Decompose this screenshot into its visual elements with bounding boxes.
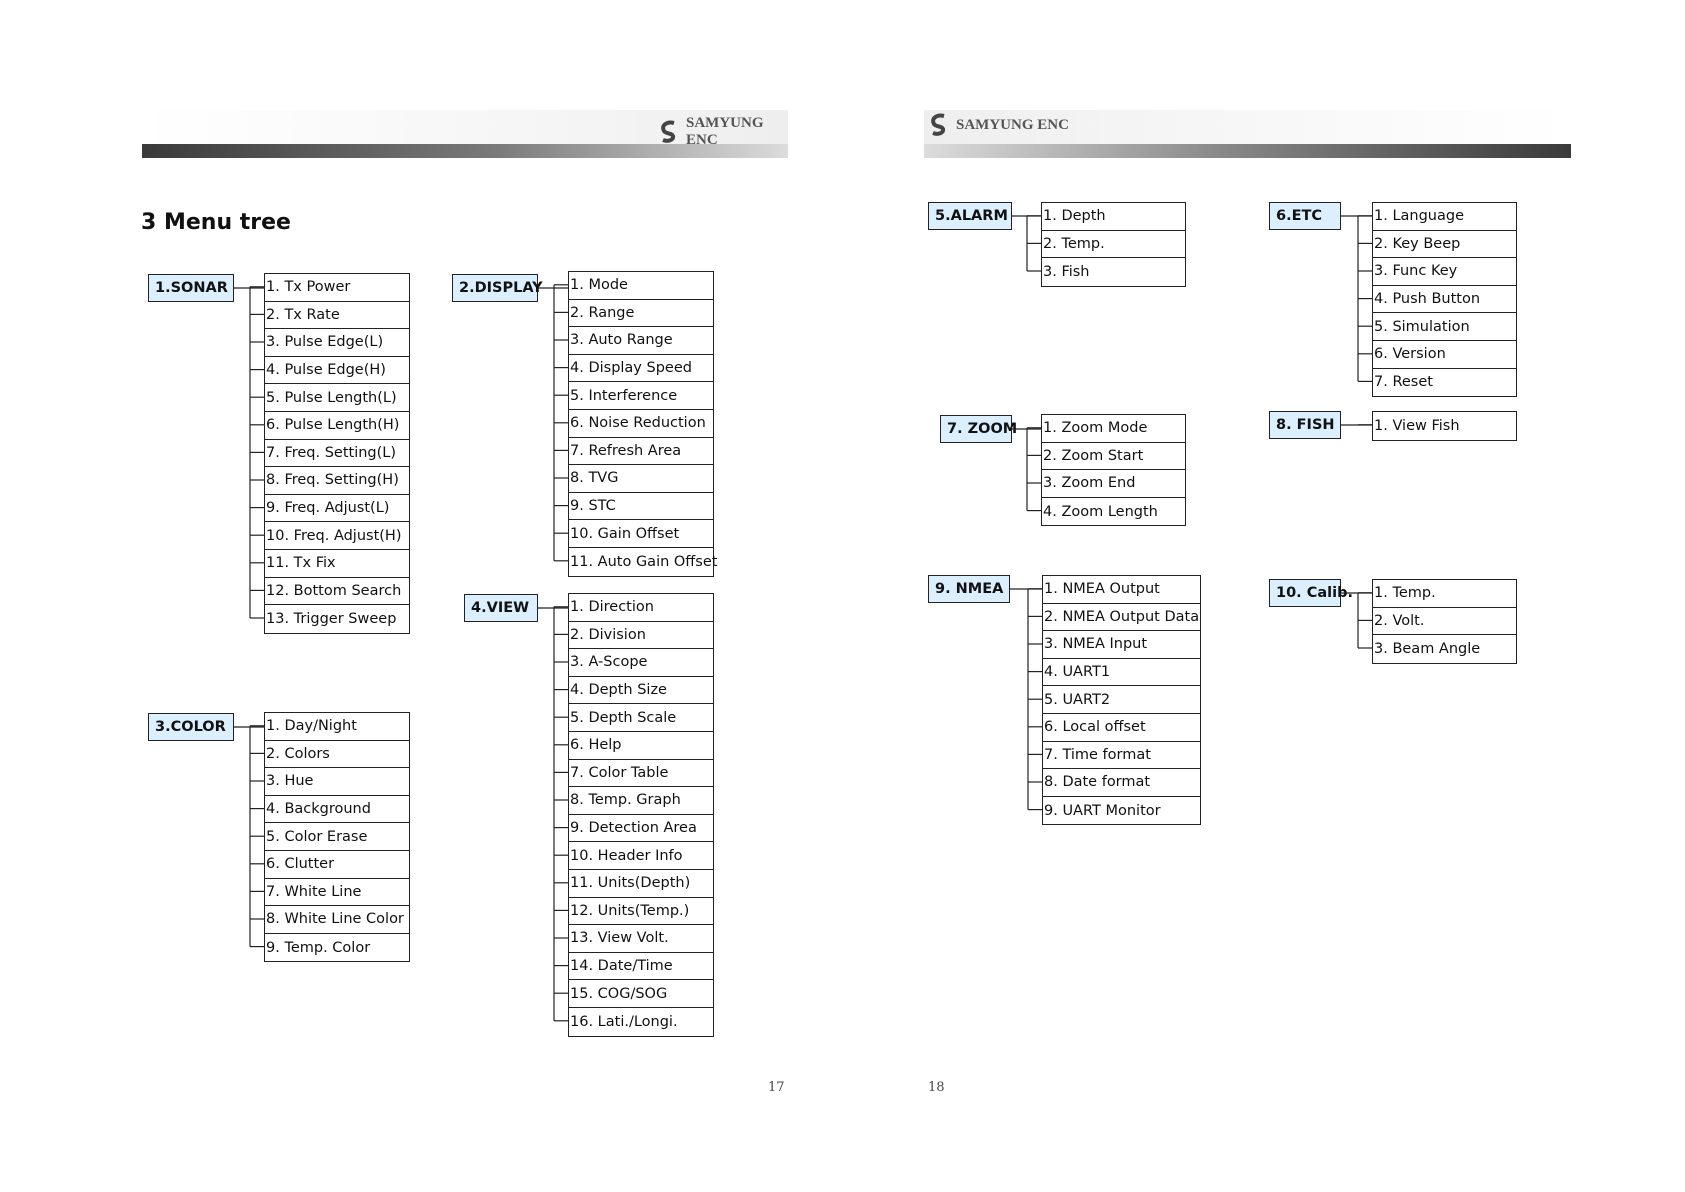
right-header-band	[924, 110, 1571, 160]
menu-item: 1. Temp.	[1373, 580, 1516, 608]
menu-group-label-etc: 6.ETC	[1269, 202, 1341, 230]
menu-item: 4. Display Speed	[569, 355, 713, 383]
menu-item: 2. Colors	[265, 741, 409, 769]
menu-item: 11. Tx Fix	[265, 550, 409, 578]
menu-item: 6. Local offset	[1043, 714, 1200, 742]
menu-item: 1. View Fish	[1374, 417, 1460, 434]
menu-item: 3. Beam Angle	[1374, 640, 1481, 657]
menu-item: 2. Zoom Start	[1042, 443, 1185, 471]
menu-item: 12. Units(Temp.)	[569, 898, 713, 926]
menu-item: 4. Background	[265, 796, 409, 824]
menu-group-label-zoom: 7. ZOOM	[940, 415, 1012, 443]
menu-item: 5. Interference	[569, 382, 713, 410]
menu-item: 4. Zoom Length	[1043, 503, 1158, 520]
menu-item: 3. Func Key	[1373, 258, 1516, 286]
menu-group-label-nmea: 9. NMEA	[928, 575, 1010, 603]
menu-item: 2. Temp.	[1042, 231, 1185, 259]
page-title: 3 Menu tree	[141, 210, 291, 235]
menu-item: 12. Bottom Search	[265, 578, 409, 606]
menu-items-color	[264, 712, 410, 962]
menu-item: 16. Lati./Longi.	[570, 1013, 678, 1030]
menu-item: 1. Language	[1373, 203, 1516, 231]
menu-items-nmea	[1042, 575, 1201, 825]
menu-group-label-fish: 8. FISH	[1269, 411, 1341, 439]
menu-item: 9. UART Monitor	[1044, 802, 1161, 819]
menu-item: 7. Freq. Setting(L)	[265, 440, 409, 468]
menu-item: 2. Key Beep	[1373, 231, 1516, 259]
menu-group-label-color: 3.COLOR	[148, 713, 234, 741]
menu-item: 4. UART1	[1043, 659, 1200, 687]
left-header-band	[142, 110, 788, 160]
menu-item: 3. Hue	[265, 768, 409, 796]
menu-item: 10. Header Info	[569, 842, 713, 870]
menu-group-label-view: 4.VIEW	[464, 594, 538, 622]
menu-item: 6. Help	[569, 732, 713, 760]
menu-item: 5. Color Erase	[265, 823, 409, 851]
menu-item: 9. Freq. Adjust(L)	[265, 495, 409, 523]
menu-items-alarm	[1041, 202, 1186, 287]
menu-item: 10. Freq. Adjust(H)	[265, 522, 409, 550]
menu-item: 1. Direction	[569, 594, 713, 622]
menu-item: 8. TVG	[569, 465, 713, 493]
menu-item: 8. Temp. Graph	[569, 787, 713, 815]
menu-item: 6. Pulse Length(H)	[265, 412, 409, 440]
menu-item: 6. Noise Reduction	[569, 410, 713, 438]
menu-item: 7. Refresh Area	[569, 438, 713, 466]
menu-items-sonar	[264, 273, 410, 634]
menu-group-label-display: 2.DISPLAY	[452, 274, 538, 302]
menu-item: 2. Volt.	[1373, 608, 1516, 636]
menu-item: 15. COG/SOG	[569, 980, 713, 1008]
menu-item: 13. View Volt.	[569, 925, 713, 953]
menu-item: 9. Detection Area	[569, 815, 713, 843]
left-brand-logo	[658, 115, 788, 149]
menu-items-zoom	[1041, 414, 1186, 526]
menu-item: 5. Pulse Length(L)	[265, 384, 409, 412]
brand-name: SAMYUNG ENC	[956, 116, 1069, 133]
brand-logo-icon	[658, 120, 680, 144]
menu-item: 7. Reset	[1374, 374, 1433, 391]
menu-group-label-alarm: 5.ALARM	[928, 202, 1012, 230]
menu-item: 7. Color Table	[569, 760, 713, 788]
menu-item: 14. Date/Time	[569, 953, 713, 981]
menu-item: 3. Fish	[1043, 263, 1090, 280]
menu-item: 7. White Line	[265, 879, 409, 907]
menu-items-view	[568, 593, 714, 1037]
menu-item: 1. Zoom Mode	[1042, 415, 1185, 443]
menu-group-label-calib: 10. Calib.	[1269, 579, 1341, 607]
brand-name: SAMYUNG ENC	[686, 115, 764, 148]
menu-item: 3. Pulse Edge(L)	[265, 329, 409, 357]
menu-item: 3. A-Scope	[569, 649, 713, 677]
menu-group-label-sonar: 1.SONAR	[148, 274, 234, 302]
menu-item: 2. Range	[569, 300, 713, 328]
menu-item: 9. STC	[569, 493, 713, 521]
menu-item: 8. Freq. Setting(H)	[265, 467, 409, 495]
menu-item: 5. Simulation	[1373, 313, 1516, 341]
menu-item: 6. Version	[1373, 341, 1516, 369]
menu-item: 13. Trigger Sweep	[266, 610, 397, 627]
menu-item: 3. Auto Range	[569, 327, 713, 355]
menu-item: 2. NMEA Output Data	[1043, 604, 1200, 632]
menu-item: 3. NMEA Input	[1043, 631, 1200, 659]
menu-item: 1. Tx Power	[265, 274, 409, 302]
menu-item: 3. Zoom End	[1042, 470, 1185, 498]
right-header-bar	[924, 144, 1571, 158]
menu-item: 1. Day/Night	[265, 713, 409, 741]
menu-item: 5. UART2	[1043, 686, 1200, 714]
menu-items-fish	[1372, 411, 1517, 441]
menu-item: 7. Time format	[1043, 742, 1200, 770]
menu-items-etc	[1372, 202, 1517, 397]
menu-item: 8. White Line Color	[265, 906, 409, 934]
menu-item: 1. Mode	[569, 272, 713, 300]
menu-item: 4. Pulse Edge(H)	[265, 357, 409, 385]
page-number-right: 18	[928, 1080, 945, 1095]
menu-item: 8. Date format	[1043, 769, 1200, 797]
menu-item: 11. Auto Gain Offset	[570, 553, 718, 570]
brand-logo-icon	[928, 113, 950, 137]
menu-item: 4. Push Button	[1373, 286, 1516, 314]
page-number-left: 17	[768, 1080, 785, 1095]
right-brand-logo	[928, 113, 1069, 137]
menu-item: 11. Units(Depth)	[569, 870, 713, 898]
menu-item: 6. Clutter	[265, 851, 409, 879]
menu-items-calib	[1372, 579, 1517, 664]
menu-item: 2. Division	[569, 622, 713, 650]
menu-item: 10. Gain Offset	[569, 520, 713, 548]
menu-item: 5. Depth Scale	[569, 704, 713, 732]
menu-items-display	[568, 271, 718, 577]
menu-item: 2. Tx Rate	[265, 302, 409, 330]
menu-item: 9. Temp. Color	[266, 939, 371, 956]
menu-item: 4. Depth Size	[569, 677, 713, 705]
menu-item: 1. Depth	[1042, 203, 1185, 231]
menu-item: 1. NMEA Output	[1043, 576, 1200, 604]
